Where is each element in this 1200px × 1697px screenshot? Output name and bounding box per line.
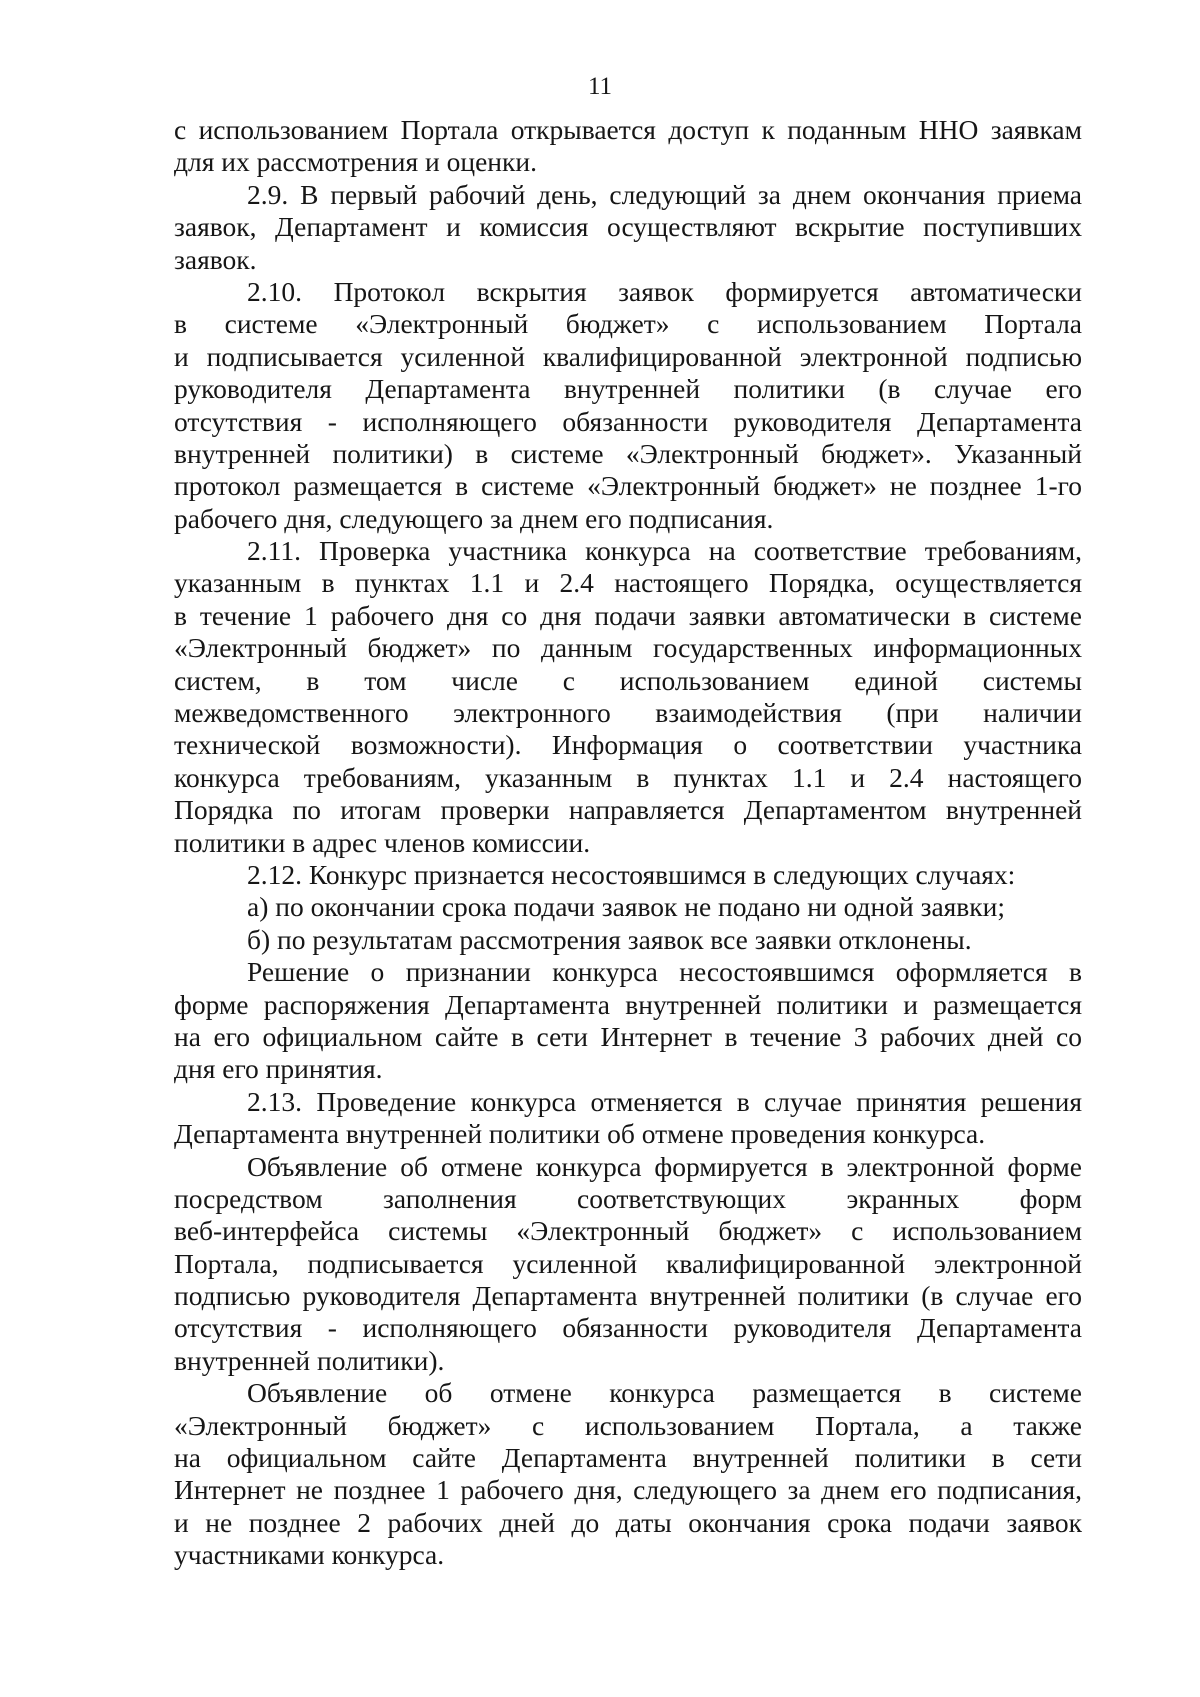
text-line: на официальном сайте Департамента внутренней политики в сети bbox=[174, 1442, 1082, 1474]
text-line: протокол размещается в системе «Электронный бюджет» не позднее 1-го bbox=[174, 470, 1082, 502]
text-line: отсутствия - исполняющего обязанности руководителя Департамента bbox=[174, 1312, 1082, 1344]
text-line: Интернет не позднее 1 рабочего дня, следующего за днем его подписания, bbox=[174, 1474, 1082, 1506]
text-line: 2.11. Проверка участника конкурса на соответствие требованиям, bbox=[247, 535, 1082, 567]
text-line: конкурса требованиям, указанным в пунктах 1.1 и 2.4 настоящего bbox=[174, 761, 1082, 793]
text-line: 2.10. Протокол вскрытия заявок формируется автоматически bbox=[247, 275, 1082, 307]
text-line: Порядка по итогам проверки направляется Департаментом внутренней bbox=[174, 794, 1082, 826]
text-line: заявок. bbox=[174, 243, 257, 275]
text-line: внутренней политики). bbox=[174, 1344, 445, 1376]
text-line: технической возможности). Информация о соответствии участника bbox=[174, 729, 1082, 761]
text-line: руководителя Департамента внутренней политики (в случае его bbox=[174, 373, 1082, 405]
text-line: и не позднее 2 рабочих дней до даты окончания срока подачи заявок bbox=[174, 1506, 1082, 1538]
page-number: 11 bbox=[587, 73, 613, 100]
text-line: и подписывается усиленной квалифицированной электронной подписью bbox=[174, 340, 1082, 372]
text-line: а) по окончании срока подачи заявок не подано ни одной заявки; bbox=[247, 891, 1005, 923]
text-line: 2.9. В первый рабочий день, следующий за днем окончания приема bbox=[247, 178, 1082, 210]
text-line: Портала, подписывается усиленной квалифицированной электронной bbox=[174, 1247, 1082, 1279]
text-line: Объявление об отмене конкурса размещается в системе bbox=[247, 1377, 1082, 1409]
text-line: политики в адрес членов комиссии. bbox=[174, 826, 591, 858]
text-line: 2.12. Конкурс признается несостоявшимся в следующих случаях: bbox=[247, 858, 1016, 890]
text-line: в течение 1 рабочего дня со дня подачи заявки автоматически в системе bbox=[174, 599, 1082, 631]
text-line: дня его принятия. bbox=[174, 1053, 383, 1085]
text-line: на его официальном сайте в сети Интернет в течение 3 рабочих дней со bbox=[174, 1020, 1082, 1052]
text-line: подписью руководителя Департамента внутренней политики (в случае его bbox=[174, 1280, 1082, 1312]
text-line: для их рассмотрения и оценки. bbox=[174, 146, 537, 178]
text-line: б) по результатам рассмотрения заявок все заявки отклонены. bbox=[247, 923, 972, 955]
text-line: посредством заполнения соответствующих экранных форм bbox=[174, 1182, 1082, 1214]
text-line: Департамента внутренней политики об отмене проведения конкурса. bbox=[174, 1118, 986, 1150]
text-line: с использованием Портала открывается доступ к поданным ННО заявкам bbox=[174, 114, 1082, 145]
text-line: в системе «Электронный бюджет» с использованием Портала bbox=[174, 308, 1082, 340]
text-line: отсутствия - исполняющего обязанности руководителя Департамента bbox=[174, 405, 1082, 437]
document-body bbox=[174, 114, 1082, 1572]
text-line: участниками конкурса. bbox=[174, 1539, 445, 1571]
text-line: форме распоряжения Департамента внутренней политики и размещается bbox=[174, 988, 1082, 1020]
text-line: заявок, Департамент и комиссия осуществляют вскрытие поступивших bbox=[174, 211, 1082, 243]
text-line: 2.13. Проведение конкурса отменяется в случае принятия решения bbox=[247, 1085, 1082, 1117]
text-line: межведомственного электронного взаимодействия (при наличии bbox=[174, 697, 1082, 729]
text-line: веб-интерфейса системы «Электронный бюджет» с использованием bbox=[174, 1215, 1082, 1247]
text-line: Объявление об отмене конкурса формируется в электронной форме bbox=[247, 1150, 1082, 1182]
text-line: «Электронный бюджет» с использованием Портала, а также bbox=[174, 1409, 1082, 1441]
text-line: рабочего дня, следующего за днем его подписания. bbox=[174, 502, 774, 534]
text-line: указанным в пунктах 1.1 и 2.4 настоящего Порядка, осуществляется bbox=[174, 567, 1082, 599]
text-line: систем, в том числе с использованием единой системы bbox=[174, 664, 1082, 696]
text-line: «Электронный бюджет» по данным государственных информационных bbox=[174, 632, 1082, 664]
text-line: Решение о признании конкурса несостоявшимся оформляется в bbox=[247, 956, 1082, 988]
text-line: внутренней политики) в системе «Электронный бюджет». Указанный bbox=[174, 437, 1082, 469]
